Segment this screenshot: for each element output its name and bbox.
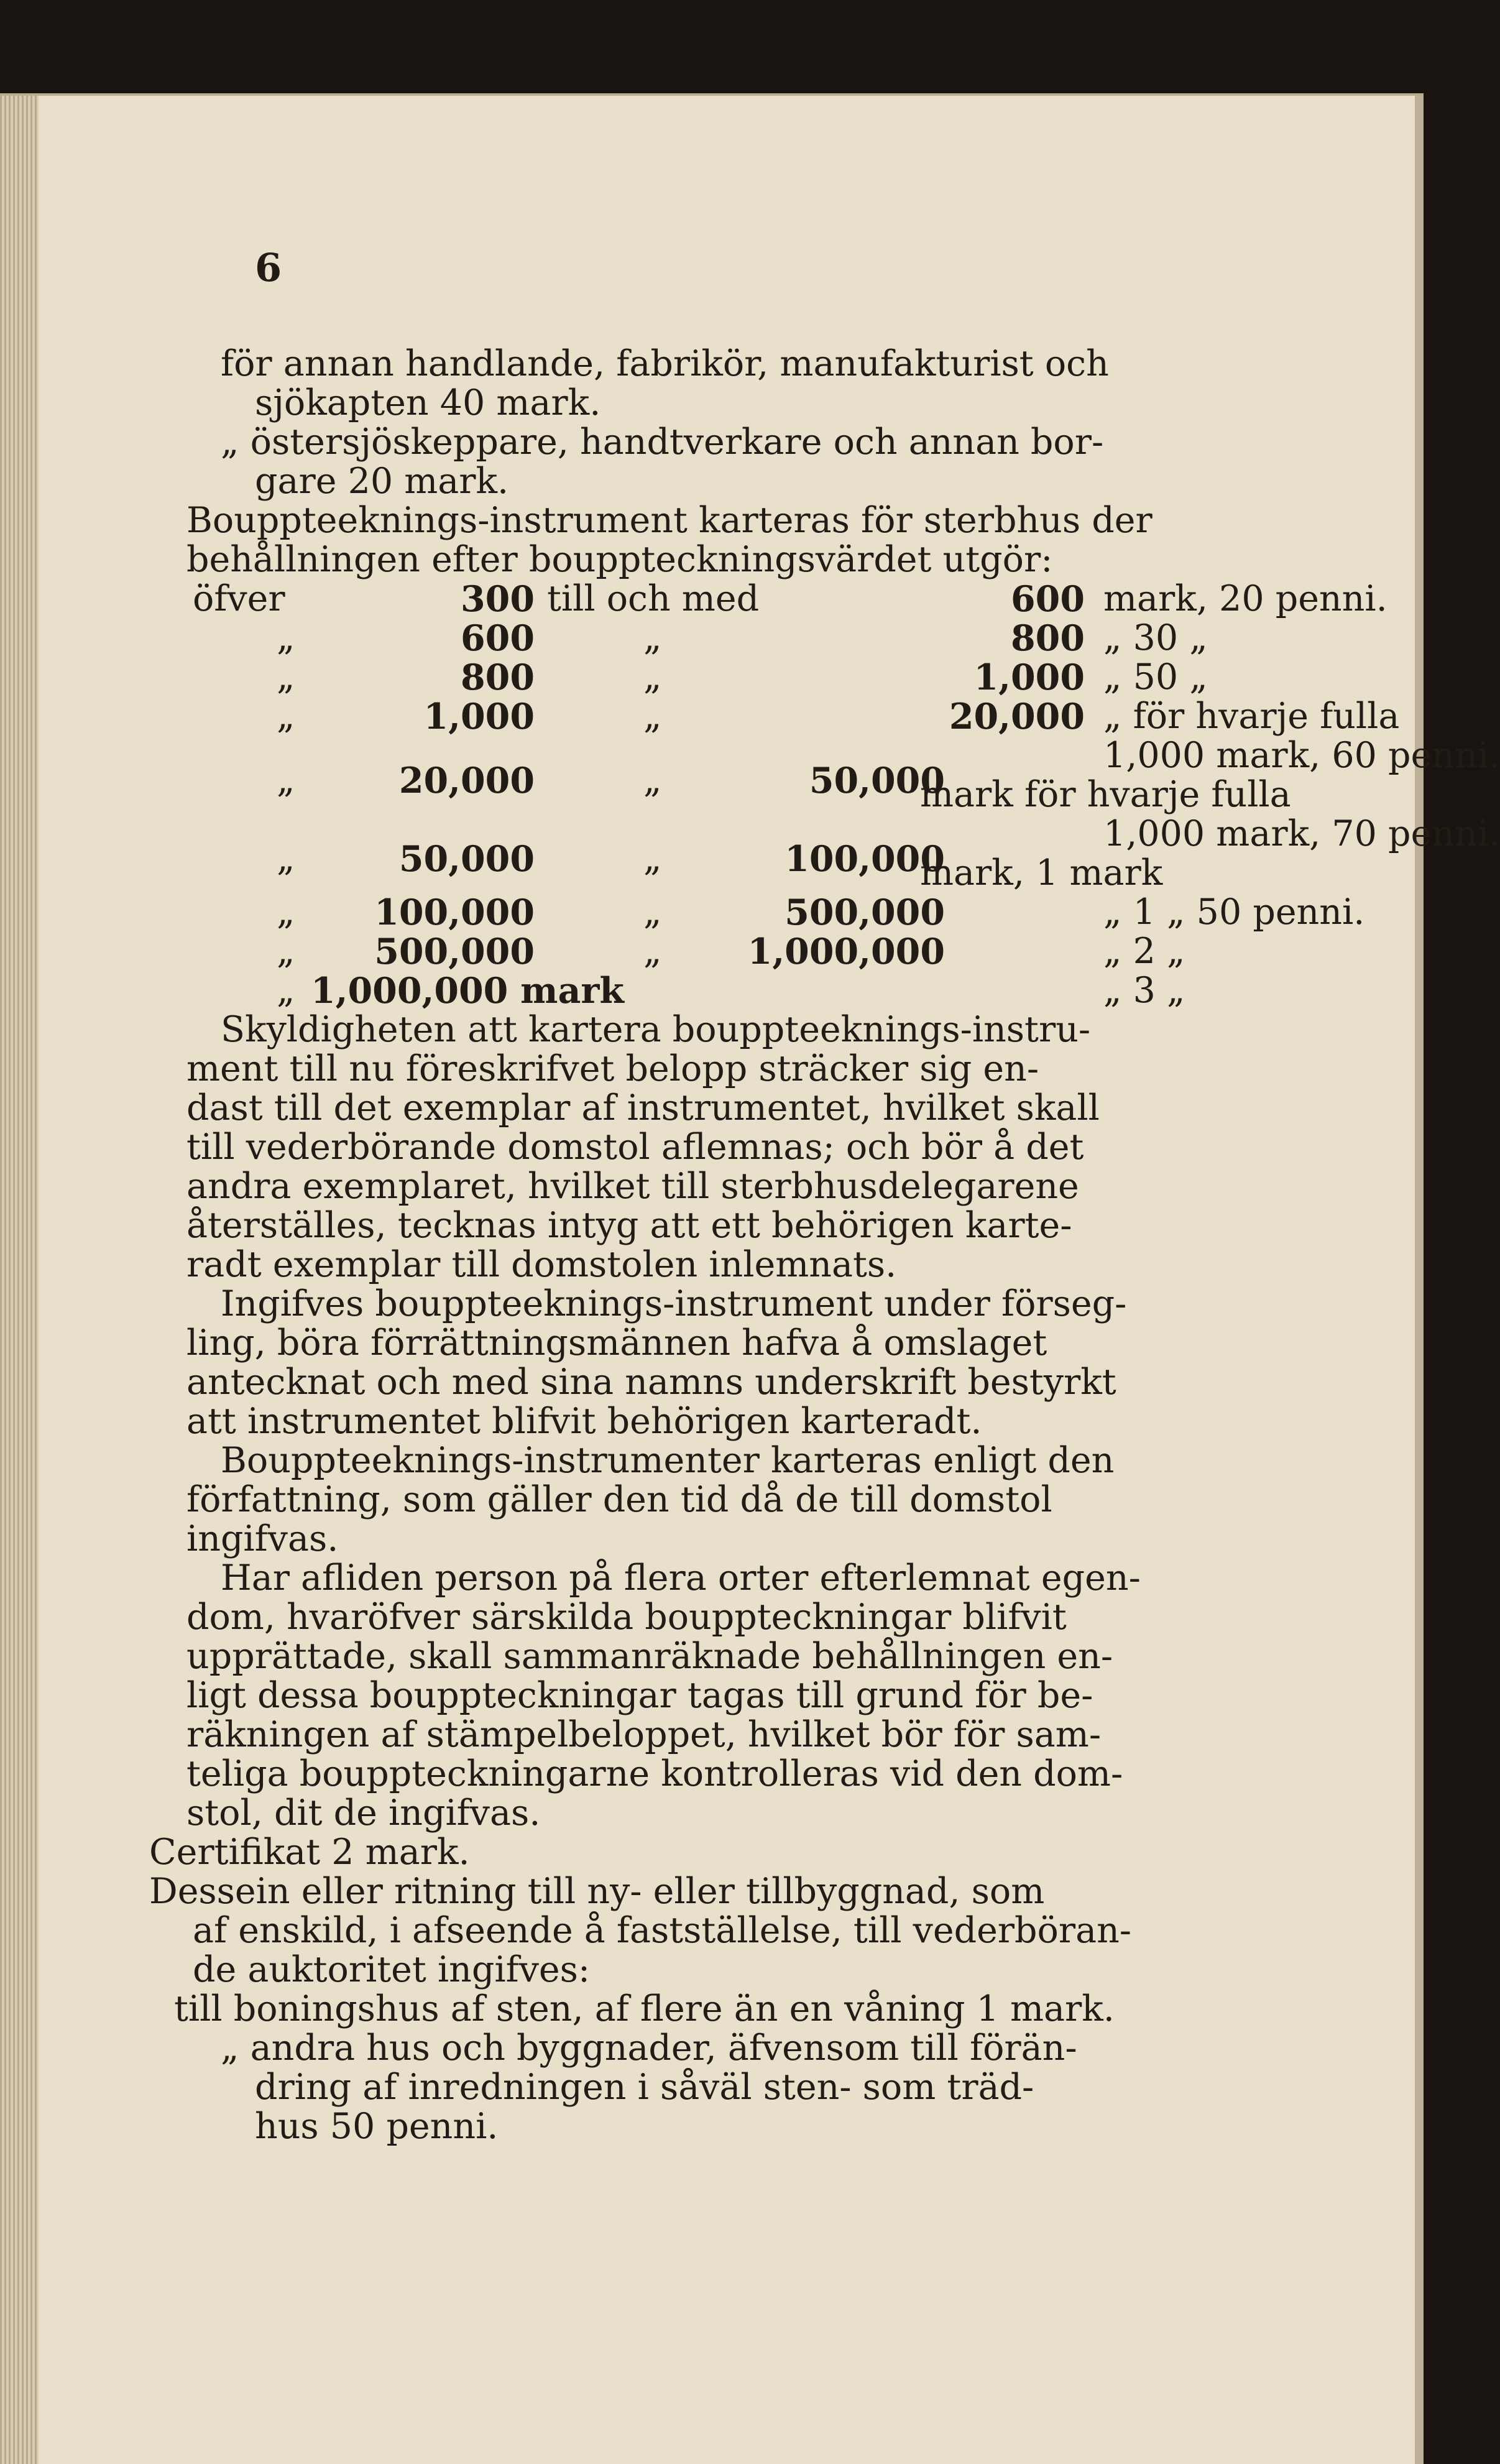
text-line: antecknat och med sina namns underskrift bestyrkt [186,1362,1116,1403]
rate-mid: „ [643,617,662,658]
text-line: till boningshus af sten, af flere än en våning 1 mark. [174,1988,1115,2029]
rate-prefix: „ [277,838,295,879]
paragraph [186,1285,1417,1441]
rate-amount-cont: mark för hvarje fulla [920,774,1291,815]
paragraph [186,1010,1417,1285]
rate-amount-cont: mark, 1 mark [920,852,1163,893]
text-line: radt exemplar till domstolen inlemnats. [186,1244,897,1285]
rate-row [186,971,1417,1010]
rate-to: 600 [1011,578,1085,620]
rate-to: 1,000,000 [747,931,945,972]
rate-row [186,697,1417,736]
text-line: Bouppteeknings-instrumenter karteras enligt den [221,1440,1115,1481]
rate-row [186,932,1417,971]
rate-amount: 1,000 mark, 60 penni. [1103,735,1500,776]
text-line: teliga bouppteckningarne kontrolleras vid den dom- [186,1753,1123,1794]
rate-prefix: „ [277,696,295,737]
text-line: behållningen efter bouppteckningsvärdet utgör: [186,539,1053,580]
rate-mid: „ [643,657,662,698]
rate-prefix: „ [277,657,295,698]
rate-from: 100,000 [374,892,535,933]
paragraph [186,1441,1417,1559]
rate-mid: „ [643,696,662,737]
rate-from: 50,000 [398,838,535,880]
rate-to: 100,000 [785,838,945,880]
rate-mid: „ [643,931,662,972]
page-number: 6 [255,245,282,290]
rate-amount: „ 1 „ 50 penni. [1103,892,1365,933]
rate-row [186,893,1417,932]
text-line: dring af inredningen i såväl sten- som träd- [255,2067,1034,2108]
rate-amount: „ för hvarje fulla [1103,696,1400,737]
rate-table [186,578,1500,1012]
rate-row [186,735,1500,815]
rate-from: 1,000 [423,696,535,737]
rate-prefix: „ [277,760,295,801]
dessein-section [149,1872,1417,1990]
rate-amount: „ 2 „ [1103,931,1185,972]
text-line: för annan handlande, fabrikör, manufakturist och [221,343,1109,384]
rate-from: 500,000 [374,931,535,972]
rate-amount: „ 30 „ [1103,617,1208,658]
rate-to: 1,000 [973,657,1085,698]
text-line: till vederbörande domstol aflemnas; och bör å det [186,1127,1084,1168]
book-page [0,93,1500,2464]
rate-mid: „ [643,892,662,933]
text-line: Skyldigheten att kartera bouppteeknings-instru- [221,1009,1091,1050]
rate-row [186,813,1500,893]
rate-prefix: öfver [193,578,285,619]
text-line: räkningen af stämpelbeloppet, hvilket bör för sam- [186,1714,1102,1755]
text-line: ingifvas. [186,1518,339,1559]
rate-to: 20,000 [949,696,1085,737]
text-line: ment till nu föreskrifvet belopp sträcker sig en- [186,1048,1039,1089]
text-line: dom, hvaröfver särskilda bouppteckningar blifvit [186,1597,1067,1638]
rate-amount: 1,000 mark, 70 penni. [1103,813,1500,854]
rate-mid: „ [643,760,662,801]
rate-prefix: „ [277,931,295,972]
rate-mid: till och med [547,578,760,619]
rate-row [186,579,1417,619]
text-line: Dessein eller ritning till ny- eller tillbyggnad, som [149,1871,1045,1912]
rate-amount: „ 3 „ [1103,970,1185,1011]
text-line: ligt dessa bouppteckningar tagas till grund för be- [186,1675,1093,1716]
text-line: Ingifves bouppteeknings-instrument under förseg- [221,1283,1127,1324]
rate-prefix: „ [277,970,295,1011]
rate-from: 1,000,000 mark [311,970,624,1012]
rate-row [186,658,1417,697]
rate-amount: „ 50 „ [1103,657,1208,698]
rate-mid: „ [643,838,662,879]
text-line: „ östersjöskeppare, handtverkare och annan bor- [221,422,1104,463]
rate-amount: mark, 20 penni. [1103,578,1387,619]
text-line: sjökapten 40 mark. [255,382,601,423]
rate-to: 50,000 [809,760,945,801]
text-line: stol, dit de ingifvas. [186,1793,541,1834]
rate-to: 800 [1011,617,1085,659]
certifikat-line: Certifikat 2 mark. [149,1832,470,1873]
rate-prefix: „ [277,617,295,658]
rate-from: 300 [461,578,535,620]
text-line: att instrumentet blifvit behörigen karteradt. [186,1401,982,1442]
text-line: andra exemplaret, hvilket till sterbhusdelegarene [186,1166,1079,1207]
paragraph [186,1559,1417,1833]
page-edges [0,96,39,2464]
rate-to: 500,000 [785,892,945,933]
text-line: af enskild, i afseende å fastställelse, till vederböran- [193,1910,1132,1951]
text-line: Har afliden person på flera orter efterlemnat egen- [221,1557,1141,1599]
text-line: hus 50 penni. [255,2106,499,2147]
rate-row [186,619,1417,658]
text-line: upprättade, skall sammanräknade behållningen en- [186,1636,1113,1677]
text-line: Bouppteeknings-instrument karteras för sterbhus der [186,500,1153,541]
text-line: de auktoritet ingifves: [193,1949,591,1990]
rate-prefix: „ [277,892,295,933]
text-line: författning, som gäller den tid då de till domstol [186,1479,1052,1520]
text-line: återställes, tecknas intyg att ett behörigen karte- [186,1205,1072,1246]
rate-from: 20,000 [398,760,535,801]
text-line: dast till det exemplar af instrumentet, hvilket skall [186,1087,1100,1128]
till-section [174,1988,1417,2147]
text-line: gare 20 mark. [255,461,509,502]
page-text [149,343,1500,2147]
text-line: „ andra hus och byggnader, äfvensom till förän- [221,2028,1077,2069]
rate-from: 800 [461,657,535,698]
text-line: ling, böra förrättningsmännen hafva å omslaget [186,1322,1047,1364]
rate-from: 600 [461,617,535,659]
